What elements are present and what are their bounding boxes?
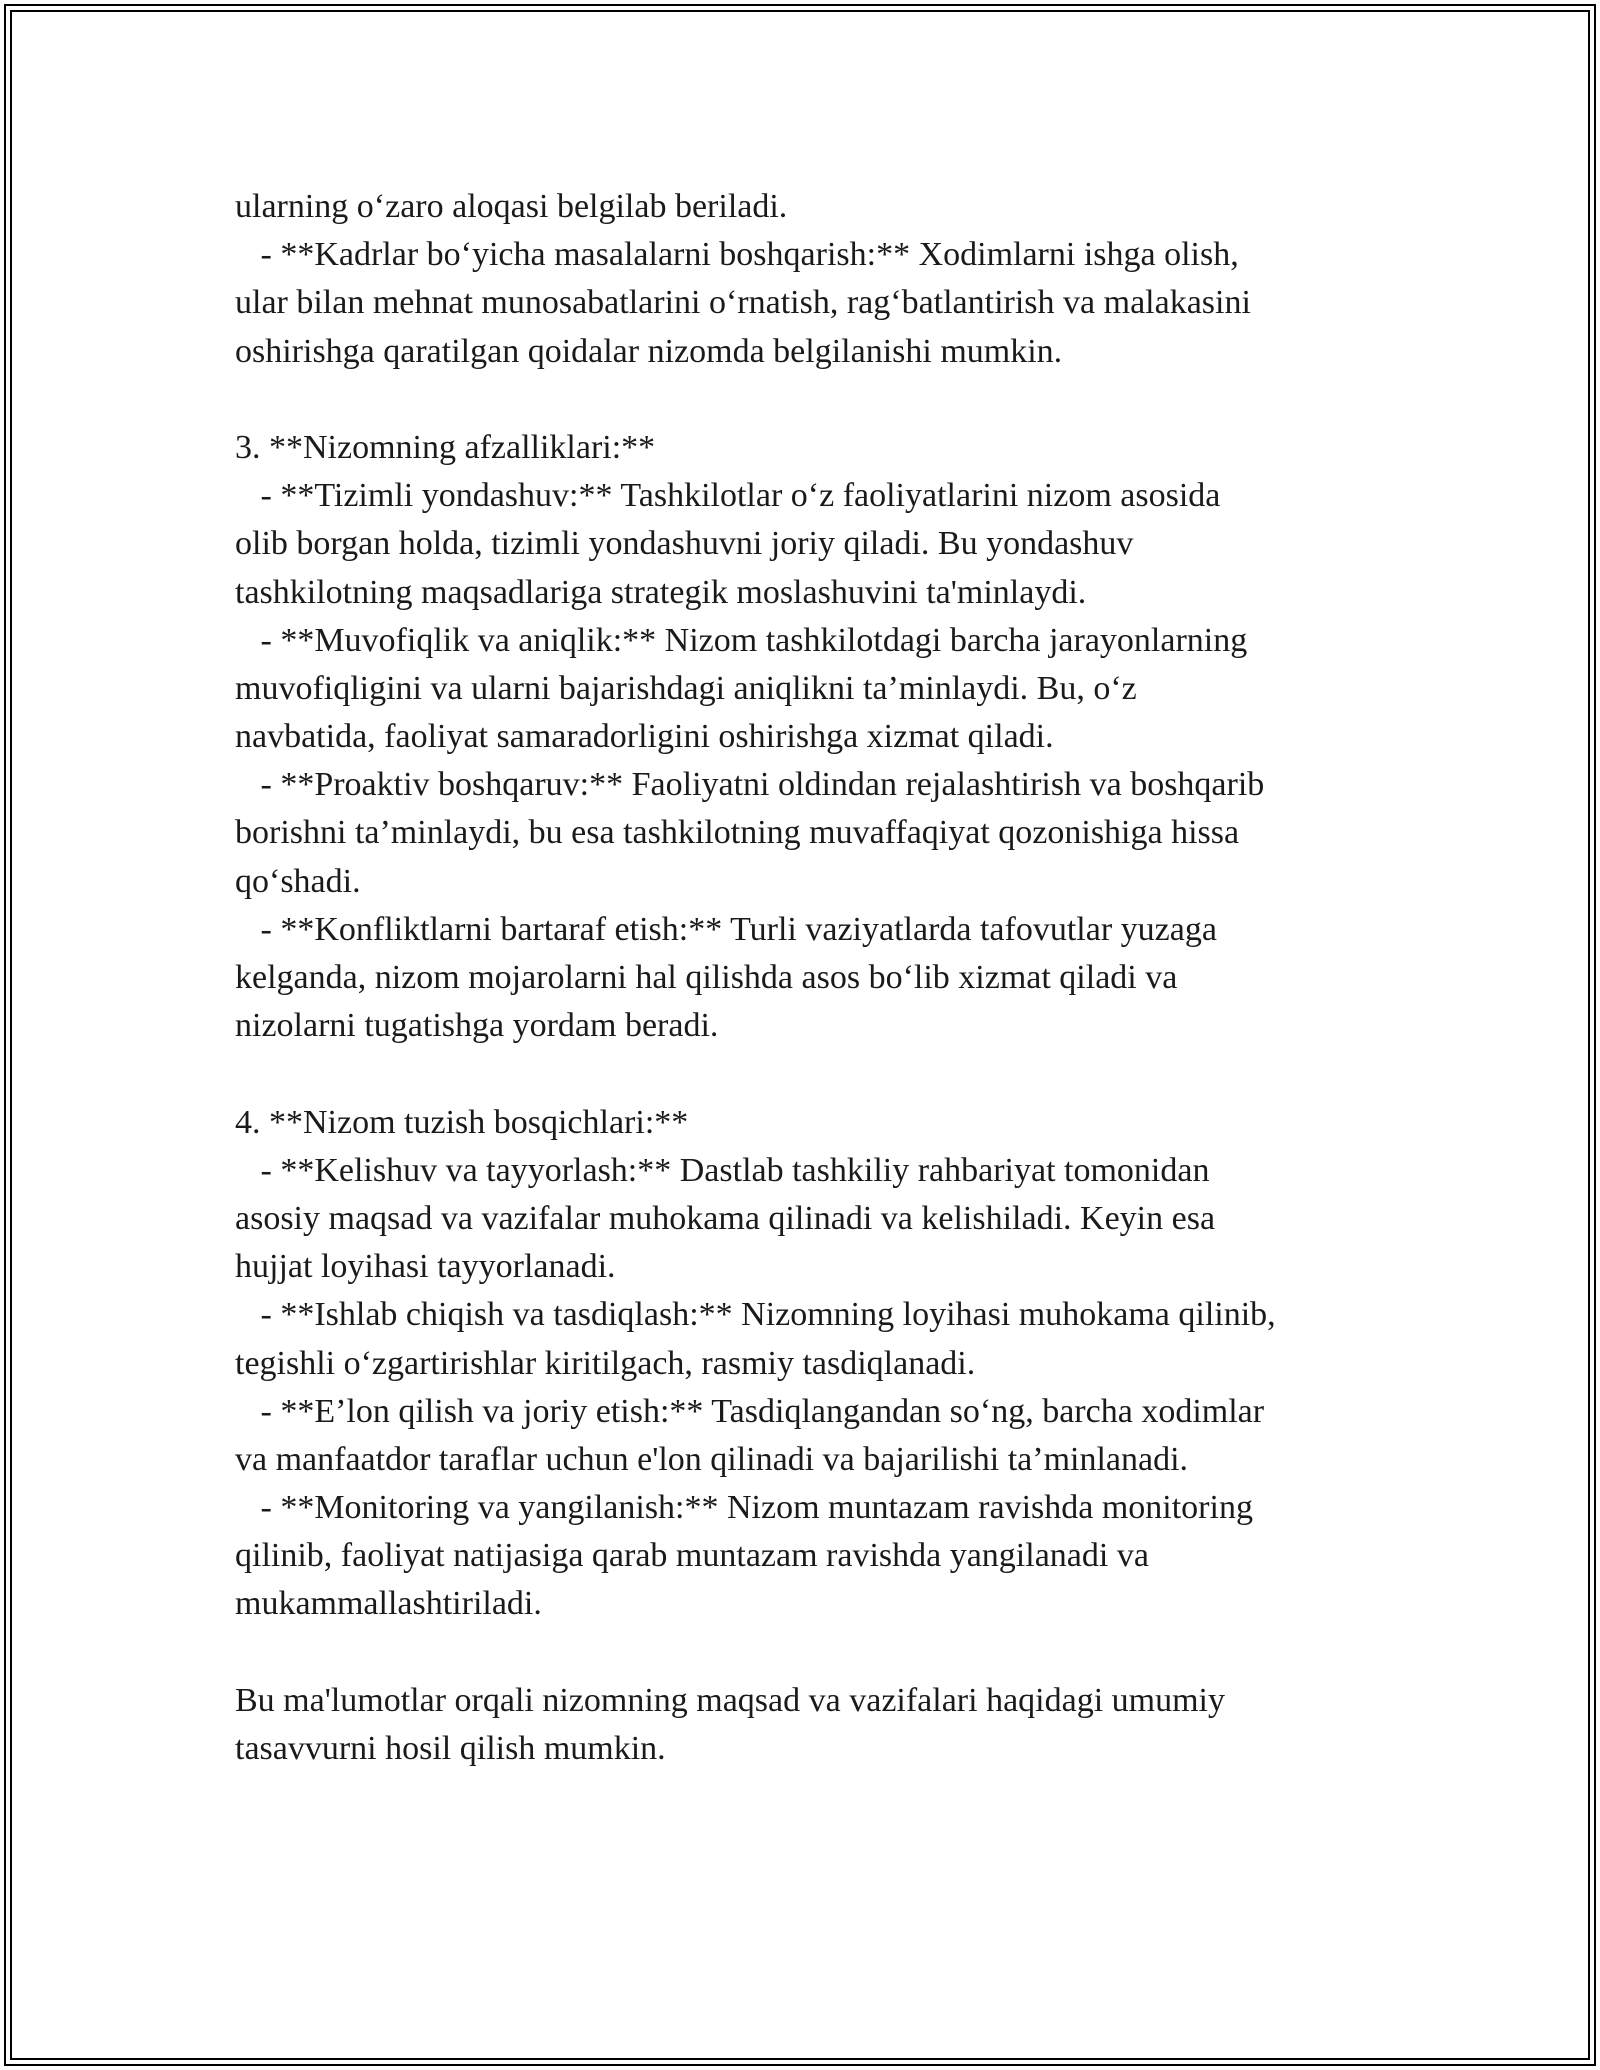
- text-line: - **Ishlab chiqish va tasdiqlash:** Nizomning loyihasi muhokama qilinib,: [235, 1296, 1276, 1334]
- text-line: borishni ta’minlaydi, bu esa tashkilotning muvaffaqiyat qozonishiga hissa: [235, 814, 1240, 852]
- text-line: 4. **Nizom tuzish bosqichlari:**: [235, 1103, 689, 1141]
- text-line: ular bilan mehnat munosabatlarini o‘rnatish, rag‘batlantirish va malakasini: [235, 284, 1251, 322]
- text-line: - **Monitoring va yangilanish:** Nizom muntazam ravishda monitoring: [235, 1489, 1253, 1527]
- text-line: - **Muvofiqlik va aniqlik:** Nizom tashkilotdagi barcha jarayonlarning: [235, 621, 1248, 659]
- text-line: - **Konfliktlarni bartaraf etish:** Turli vaziyatlarda tafovutlar yuzaga: [235, 910, 1217, 948]
- text-line: qo‘shadi.: [235, 862, 361, 900]
- text-line: - **Kadrlar bo‘yicha masalalarni boshqarish:** Xodimlarni ishga olish,: [235, 236, 1239, 274]
- document-body: [235, 183, 1435, 1773]
- text-line: - **Kelishuv va tayyorlash:** Dastlab tashkiliy rahbariyat tomonidan: [235, 1151, 1210, 1189]
- text-line: hujjat loyihasi tayyorlanadi.: [235, 1248, 616, 1286]
- text-line: mukammallashtiriladi.: [235, 1585, 542, 1623]
- text-line: - **Proaktiv boshqaruv:** Faoliyatni oldindan rejalashtirish va boshqarib: [235, 766, 1265, 804]
- text-line: qilinib, faoliyat natijasiga qarab muntazam ravishda yangilanadi va: [235, 1537, 1149, 1575]
- blank-line: [235, 376, 1435, 424]
- text-line: tasavvurni hosil qilish mumkin.: [235, 1730, 666, 1767]
- text-line: muvofiqligini va ularni bajarishdagi aniqlikni ta’minlaydi. Bu, o‘z: [235, 669, 1137, 707]
- text-line: tegishli o‘zgartirishlar kiritilgach, rasmiy tasdiqlanadi.: [235, 1344, 976, 1382]
- text-line: tashkilotning maqsadlariga strategik moslashuvini ta'minlaydi.: [235, 573, 1087, 611]
- text-line: va manfaatdor taraflar uchun e'lon qilinadi va bajarilishi ta’minlanadi.: [235, 1440, 1189, 1478]
- text-line: oshirishga qaratilgan qoidalar nizomda belgilanishi mumkin.: [235, 332, 1063, 370]
- text-line: olib borgan holda, tizimli yondashuvni joriy qiladi. Bu yondashuv: [235, 525, 1134, 563]
- text-line: Bu ma'lumotlar orqali nizomning maqsad va vazifalari haqidagi umumiy: [235, 1681, 1225, 1719]
- blank-line: [235, 1050, 1435, 1098]
- text-line: asosiy maqsad va vazifalar muhokama qilinadi va kelishiladi. Keyin esa: [235, 1199, 1216, 1237]
- text-line: - **E’lon qilish va joriy etish:** Tasdiqlangandan so‘ng, barcha xodimlar: [235, 1392, 1265, 1430]
- text-line: 3. **Nizomning afzalliklari:**: [235, 428, 656, 466]
- text-line: nizolarni tugatishga yordam beradi.: [235, 1007, 719, 1045]
- text-line: kelganda, nizom mojarolarni hal qilishda asos bo‘lib xizmat qiladi va: [235, 959, 1178, 996]
- blank-line: [235, 1629, 1435, 1677]
- text-line: navbatida, faoliyat samaradorligini oshirishga xizmat qiladi.: [235, 718, 1054, 756]
- text-line: ularning o‘zaro aloqasi belgilab beriladi.: [235, 188, 788, 225]
- text-line: - **Tizimli yondashuv:** Tashkilotlar o‘z faoliyatlarini nizom asosida: [235, 477, 1221, 515]
